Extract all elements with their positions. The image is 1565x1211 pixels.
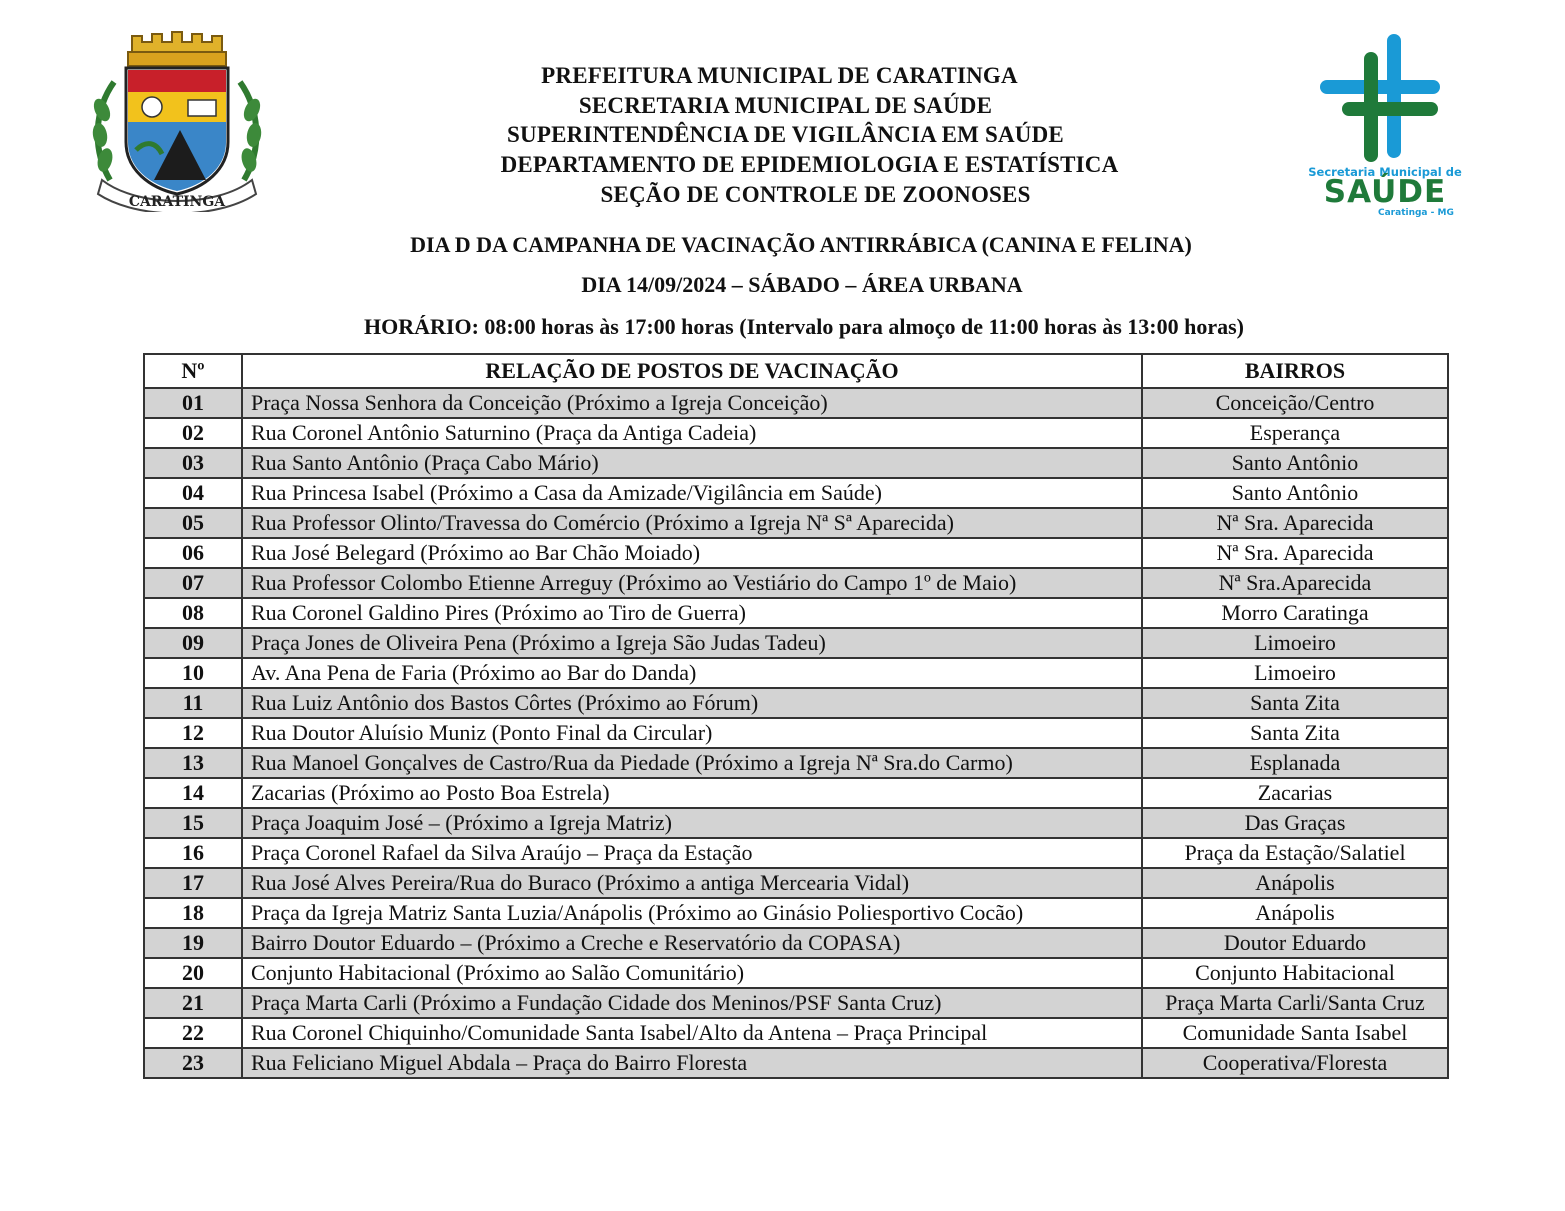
row-post: Rua Coronel Antônio Saturnino (Praça da Antiga Cadeia) bbox=[242, 418, 1142, 448]
row-number: 08 bbox=[144, 598, 242, 628]
row-number: 20 bbox=[144, 958, 242, 988]
row-post: Praça da Igreja Matriz Santa Luzia/Anápolis (Próximo ao Ginásio Poliesportivo Cocão) bbox=[242, 898, 1142, 928]
row-post: Rua Doutor Aluísio Muniz (Ponto Final da Circular) bbox=[242, 718, 1142, 748]
table-row bbox=[144, 748, 1448, 778]
row-number: 13 bbox=[144, 748, 242, 778]
row-post: Rua José Belegard (Próximo ao Bar Chão Moiado) bbox=[242, 538, 1142, 568]
svg-text:CARATINGA: CARATINGA bbox=[128, 194, 226, 210]
row-post: Rua Coronel Galdino Pires (Próximo ao Tiro de Guerra) bbox=[242, 598, 1142, 628]
row-bairro: Esplanada bbox=[1142, 748, 1448, 778]
row-bairro: Conjunto Habitacional bbox=[1142, 958, 1448, 988]
row-bairro: Cooperativa/Floresta bbox=[1142, 1048, 1448, 1078]
header-secretaria: SECRETARIA MUNICIPAL DE SAÚDE bbox=[578, 93, 993, 118]
secretaria-saude-logo bbox=[1308, 34, 1462, 220]
header-prefeitura: PREFEITURA MUNICIPAL DE CARATINGA bbox=[541, 63, 1018, 88]
row-post: Rua Luiz Antônio dos Bastos Côrtes (Próximo ao Fórum) bbox=[242, 688, 1142, 718]
table-row bbox=[144, 448, 1448, 478]
table-row bbox=[144, 628, 1448, 658]
row-bairro: Limoeiro bbox=[1142, 628, 1448, 658]
table-header-row bbox=[144, 354, 1448, 388]
vaccination-posts-table bbox=[143, 353, 1449, 1079]
campaign-hours: HORÁRIO: 08:00 horas às 17:00 horas (Intervalo para almoço de 11:00 horas às 13:00 horas) bbox=[364, 314, 1244, 339]
table-row bbox=[144, 568, 1448, 598]
row-number: 05 bbox=[144, 508, 242, 538]
row-post: Bairro Doutor Eduardo – (Próximo a Creche e Reservatório da COPASA) bbox=[242, 928, 1142, 958]
table-row bbox=[144, 598, 1448, 628]
header-bairros: BAIRROS bbox=[1142, 354, 1448, 388]
row-bairro: Comunidade Santa Isabel bbox=[1142, 1018, 1448, 1048]
row-post: Rua Feliciano Miguel Abdala – Praça do Bairro Floresta bbox=[242, 1048, 1142, 1078]
row-bairro: Nª Sra. Aparecida bbox=[1142, 538, 1448, 568]
saude-logo-line1: Secretaria Municipal de bbox=[1308, 165, 1462, 179]
row-post: Praça Joaquim José – (Próximo a Igreja Matriz) bbox=[242, 808, 1142, 838]
row-post: Av. Ana Pena de Faria (Próximo ao Bar do Danda) bbox=[242, 658, 1142, 688]
table-row bbox=[144, 418, 1448, 448]
row-post: Praça Nossa Senhora da Conceição (Próximo a Igreja Conceição) bbox=[242, 388, 1142, 418]
header-secao: SEÇÃO DE CONTROLE DE ZOONOSES bbox=[600, 182, 1031, 207]
table-row bbox=[144, 688, 1448, 718]
row-number: 12 bbox=[144, 718, 242, 748]
row-bairro: Santa Zita bbox=[1142, 688, 1448, 718]
header-departamento: DEPARTAMENTO DE EPIDEMIOLOGIA E ESTATÍSTICA bbox=[500, 152, 1119, 177]
table-row bbox=[144, 1048, 1448, 1078]
header-posts: RELAÇÃO DE POSTOS DE VACINAÇÃO bbox=[242, 354, 1142, 388]
row-post: Praça Marta Carli (Próximo a Fundação Cidade dos Meninos/PSF Santa Cruz) bbox=[242, 988, 1142, 1018]
row-number: 04 bbox=[144, 478, 242, 508]
row-post: Rua Santo Antônio (Praça Cabo Mário) bbox=[242, 448, 1142, 478]
row-bairro: Nª Sra.Aparecida bbox=[1142, 568, 1448, 598]
table-row bbox=[144, 838, 1448, 868]
table-row bbox=[144, 898, 1448, 928]
row-post: Rua Professor Colombo Etienne Arreguy (Próximo ao Vestiário do Campo 1º de Maio) bbox=[242, 568, 1142, 598]
row-number: 22 bbox=[144, 1018, 242, 1048]
row-bairro: Limoeiro bbox=[1142, 658, 1448, 688]
row-bairro: Praça Marta Carli/Santa Cruz bbox=[1142, 988, 1448, 1018]
header-number: Nº bbox=[144, 354, 242, 388]
saude-logo-wordmark: SAÚDE bbox=[1323, 174, 1447, 210]
row-bairro: Doutor Eduardo bbox=[1142, 928, 1448, 958]
row-bairro: Santo Antônio bbox=[1142, 448, 1448, 478]
row-number: 23 bbox=[144, 1048, 242, 1078]
row-bairro: Zacarias bbox=[1142, 778, 1448, 808]
table-row bbox=[144, 508, 1448, 538]
row-bairro: Santa Zita bbox=[1142, 718, 1448, 748]
row-post: Rua José Alves Pereira/Rua do Buraco (Próximo a antiga Mercearia Vidal) bbox=[242, 868, 1142, 898]
campaign-date: DIA 14/09/2024 – SÁBADO – ÁREA URBANA bbox=[581, 272, 1023, 297]
table-row bbox=[144, 538, 1448, 568]
row-bairro: Esperança bbox=[1142, 418, 1448, 448]
row-number: 09 bbox=[144, 628, 242, 658]
table-row bbox=[144, 388, 1448, 418]
row-bairro: Santo Antônio bbox=[1142, 478, 1448, 508]
row-post: Praça Jones de Oliveira Pena (Próximo a Igreja São Judas Tadeu) bbox=[242, 628, 1142, 658]
table-row bbox=[144, 658, 1448, 688]
row-bairro: Das Graças bbox=[1142, 808, 1448, 838]
row-post: Rua Manoel Gonçalves de Castro/Rua da Piedade (Próximo a Igreja Nª Sra.do Carmo) bbox=[242, 748, 1142, 778]
header-superintendencia: SUPERINTENDÊNCIA DE VIGILÂNCIA EM SAÚDE bbox=[507, 122, 1064, 147]
row-post: Rua Professor Olinto/Travessa do Comércio (Próximo a Igreja Nª Sª Aparecida) bbox=[242, 508, 1142, 538]
table-row bbox=[144, 868, 1448, 898]
row-post: Zacarias (Próximo ao Posto Boa Estrela) bbox=[242, 778, 1142, 808]
row-number: 17 bbox=[144, 868, 242, 898]
row-bairro: Anápolis bbox=[1142, 898, 1448, 928]
row-number: 01 bbox=[144, 388, 242, 418]
row-number: 16 bbox=[144, 838, 242, 868]
campaign-title: DIA D DA CAMPANHA DE VACINAÇÃO ANTIRRÁBICA (CANINA E FELINA) bbox=[410, 232, 1192, 257]
table-row bbox=[144, 778, 1448, 808]
table-row bbox=[144, 718, 1448, 748]
row-bairro: Morro Caratinga bbox=[1142, 598, 1448, 628]
table-row bbox=[144, 988, 1448, 1018]
row-number: 11 bbox=[144, 688, 242, 718]
row-number: 03 bbox=[144, 448, 242, 478]
table-row bbox=[144, 808, 1448, 838]
table-body bbox=[144, 388, 1448, 1078]
row-bairro: Anápolis bbox=[1142, 868, 1448, 898]
row-bairro: Nª Sra. Aparecida bbox=[1142, 508, 1448, 538]
table-row bbox=[144, 928, 1448, 958]
row-number: 07 bbox=[144, 568, 242, 598]
row-bairro: Conceição/Centro bbox=[1142, 388, 1448, 418]
row-post: Rua Princesa Isabel (Próximo a Casa da Amizade/Vigilância em Saúde) bbox=[242, 478, 1142, 508]
table-row bbox=[144, 478, 1448, 508]
row-bairro: Praça da Estação/Salatiel bbox=[1142, 838, 1448, 868]
row-number: 10 bbox=[144, 658, 242, 688]
table-row bbox=[144, 1018, 1448, 1048]
row-number: 14 bbox=[144, 778, 242, 808]
row-number: 02 bbox=[144, 418, 242, 448]
table-row bbox=[144, 958, 1448, 988]
row-post: Conjunto Habitacional (Próximo ao Salão Comunitário) bbox=[242, 958, 1142, 988]
row-number: 15 bbox=[144, 808, 242, 838]
row-number: 19 bbox=[144, 928, 242, 958]
row-post: Praça Coronel Rafael da Silva Araújo – Praça da Estação bbox=[242, 838, 1142, 868]
row-number: 18 bbox=[144, 898, 242, 928]
cross-icon bbox=[1320, 34, 1445, 162]
row-number: 21 bbox=[144, 988, 242, 1018]
saude-logo-city: Caratinga - MG bbox=[1378, 208, 1454, 218]
row-post: Rua Coronel Chiquinho/Comunidade Santa Isabel/Alto da Antena – Praça Principal bbox=[242, 1018, 1142, 1048]
row-number: 06 bbox=[144, 538, 242, 568]
